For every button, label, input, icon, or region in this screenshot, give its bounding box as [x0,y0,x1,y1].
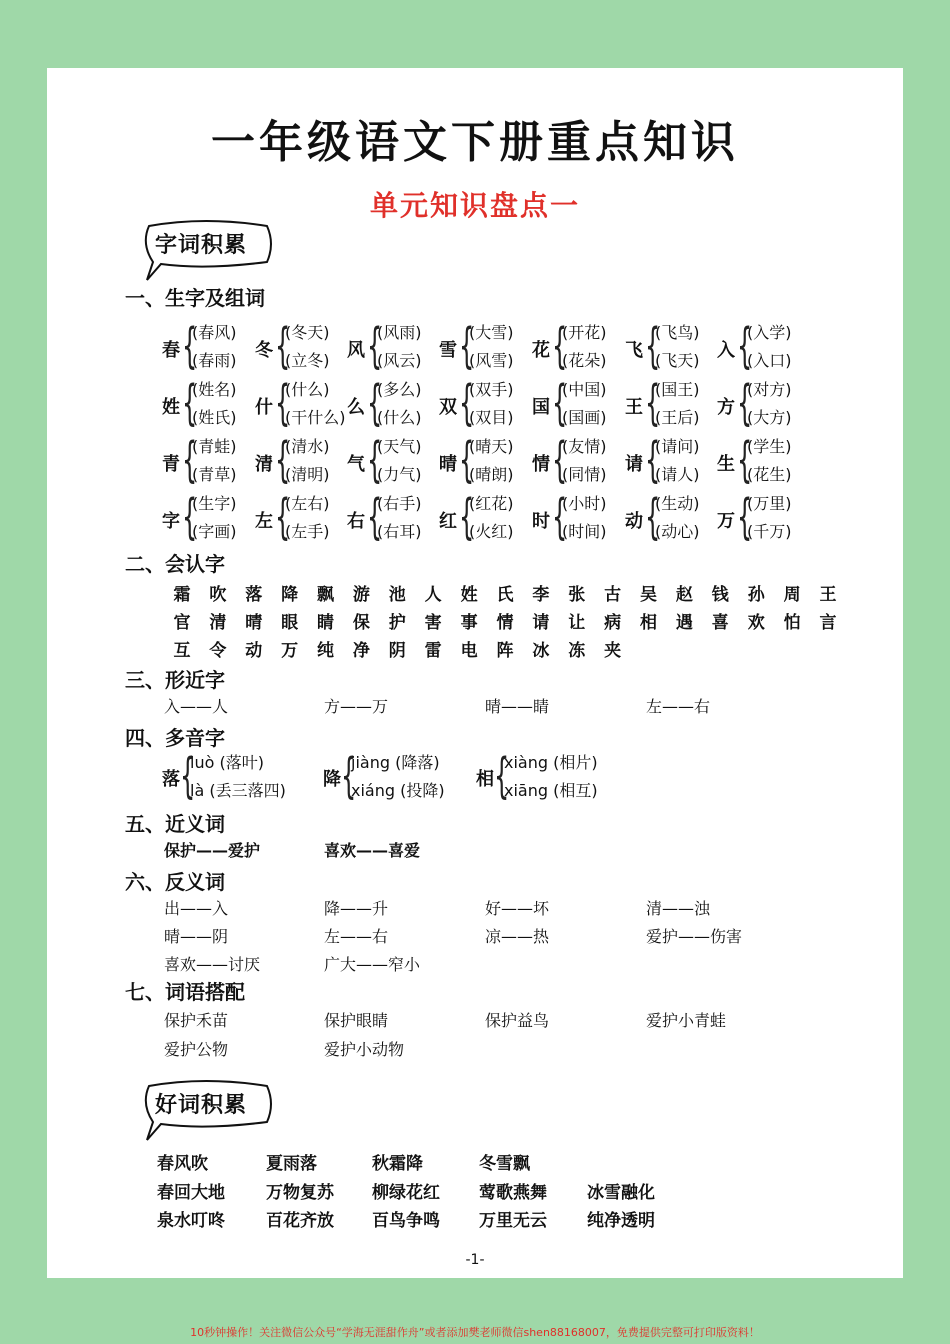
antonym-pair: 喜欢——讨厌 [164,955,261,974]
recognize-char: 欢 [747,613,765,633]
recognize-char: 喜 [711,613,729,633]
antonym-pair: 晴——阴 [164,927,229,946]
vocab-word: (万里) [747,494,792,513]
brace-icon: { [645,318,661,374]
brace-icon: { [737,489,753,545]
recognize-row [164,608,846,633]
vocab-word: (立冬) [285,351,330,370]
good-word: 万里无云 [479,1211,547,1231]
good-word: 柳绿花红 [372,1183,440,1203]
recognize-char: 电 [460,641,478,661]
recognize-char: 姓 [460,585,478,605]
section-heading-1: 一、生字及组词 [125,286,265,310]
vocab-char: 么 [347,397,365,418]
brace-icon: { [737,318,753,374]
recognize-char: 事 [460,613,478,633]
recognize-char: 吹 [209,585,227,605]
vocab-char: 情 [532,454,550,475]
recognize-char: 纯 [317,641,334,661]
vocab-char: 什 [255,397,273,418]
brace-icon: { [367,489,383,545]
brace-icon: { [182,318,198,374]
vocab-word: (右耳) [377,522,422,541]
recognize-char: 阴 [388,641,406,661]
poly-char: 落 [162,769,180,790]
antonym-pair: 清——浊 [646,899,711,918]
vocab-char: 右 [347,511,365,532]
recognize-char: 清 [209,613,227,633]
vocab-char: 青 [162,454,180,475]
vocab-word: (红花) [469,494,514,513]
recognize-char: 互 [173,641,191,661]
brace-icon: { [552,318,568,374]
vocab-word: (青蛙) [192,437,237,456]
section-heading-5: 五、近义词 [125,812,225,836]
synonym-pair: 保护——爱护 [164,841,261,860]
recognize-char: 池 [388,585,406,605]
vocab-word: (风云) [377,351,422,370]
vocab-word: (入口) [747,351,792,370]
vocab-word: (干什么) [285,408,346,427]
bubble-label-goodwords: 好词积累 [155,1092,248,1118]
vocab-word: (生字) [192,494,237,513]
vocab-word: (左右) [285,494,330,513]
good-word: 莺歌燕舞 [479,1183,547,1203]
vocab-word: (什么) [285,380,330,399]
vocab-group [532,320,640,378]
vocab-word: (中国) [562,380,607,399]
brace-icon: { [182,432,198,488]
recognize-char: 冻 [568,641,586,661]
synonym-pair: 喜欢——喜爱 [324,841,421,860]
recognize-char: 官 [173,613,191,633]
vocab-word: (力气) [377,465,422,484]
vocab-word: (请问) [655,437,700,456]
vocab-word: (天气) [377,437,422,456]
vocab-word: (春风) [192,323,237,342]
good-word: 纯净透明 [587,1211,655,1231]
collocation-item: 爱护小青蛙 [646,1011,727,1030]
vocab-group [162,491,270,549]
vocab-char: 风 [347,340,365,361]
collocation-item: 保护禾苗 [164,1011,229,1030]
vocab-char: 字 [162,511,180,532]
vocab-char: 国 [532,397,550,418]
vocab-group [532,377,640,435]
vocab-word: (动心) [655,522,700,541]
worksheet-page [47,68,903,1278]
vocab-char: 万 [717,511,735,532]
recognize-char: 飘 [317,585,334,605]
recognize-char: 吴 [640,585,658,605]
vocab-char: 方 [717,397,735,418]
recognize-char: 害 [424,613,442,633]
brace-icon: { [275,318,291,374]
polyphonic-group [323,750,463,808]
good-word: 万物复苏 [266,1183,334,1203]
recognize-char: 霜 [173,585,191,605]
good-word: 冬雪飘 [479,1154,530,1174]
vocab-char: 左 [255,511,273,532]
brace-icon: { [645,375,661,431]
brace-icon: { [275,489,291,545]
vocab-word: (青草) [192,465,237,484]
vocab-group [162,320,270,378]
page-title: 一年级语文下册重点知识 [211,117,739,168]
poly-word: luò (落叶) [190,753,264,772]
vocab-word: (对方) [747,380,792,399]
collocation-item: 爱护小动物 [324,1040,405,1059]
vocab-word: (右手) [377,494,422,513]
poly-word: xiáng (投降) [351,781,445,800]
polyphonic-group [162,750,312,808]
antonym-pair: 凉——热 [485,927,550,946]
recognize-char: 钱 [711,585,729,605]
vocab-word: (学生) [747,437,792,456]
recognize-row [164,580,846,605]
section-heading-3: 三、形近字 [125,668,225,692]
recognize-char: 请 [532,613,550,633]
good-word: 秋霜降 [372,1154,423,1174]
recognize-char: 孙 [747,585,765,605]
vocab-char: 冬 [255,340,273,361]
brace-icon: { [459,318,475,374]
vocab-word: (友情) [562,437,607,456]
similar-pair: 晴——睛 [485,697,550,716]
poly-word: xiàng (相片) [504,753,598,772]
recognize-char: 言 [819,613,837,633]
vocab-word: (飞鸟) [655,323,700,342]
recognize-char: 古 [604,585,622,605]
good-word: 春风吹 [157,1154,208,1174]
vocab-char: 气 [347,454,365,475]
vocab-word: (冬天) [285,323,330,342]
vocab-word: (春雨) [192,351,237,370]
antonym-pair: 爱护——伤害 [646,927,743,946]
antonym-pair: 降——升 [324,899,389,918]
recognize-char: 李 [532,585,550,605]
recognize-char: 夹 [604,641,622,661]
section-heading-7: 七、词语搭配 [125,980,245,1004]
brace-icon: { [459,489,475,545]
recognize-char: 相 [640,613,658,633]
antonym-pair: 出——入 [164,899,229,918]
vocab-group [532,491,640,549]
footer-notice: 10秒钟操作！关注微信公众号“学海无涯甜作舟”或者添加樊老师微信shen88168007，免费提供完整可打印版资料！ [190,1326,760,1339]
vocab-word: (花生) [747,465,792,484]
recognize-char: 晴 [245,613,263,633]
vocab-word: (国王) [655,380,700,399]
polyphonic-group [476,750,616,808]
recognize-char: 怕 [783,613,801,633]
vocab-word: (花朵) [562,351,607,370]
section-heading-6: 六、反义词 [125,870,225,894]
recognize-char: 令 [209,641,227,661]
vocab-word: (双手) [469,380,514,399]
vocab-word: (左手) [285,522,330,541]
similar-pair: 左——右 [646,697,711,716]
recognize-char: 游 [352,585,370,605]
recognize-char: 让 [568,613,586,633]
vocab-word: (清水) [285,437,330,456]
vocab-char: 动 [625,511,643,532]
vocab-char: 花 [532,340,550,361]
brace-icon: { [737,432,753,488]
vocab-char: 春 [162,340,180,361]
vocab-group [439,377,547,435]
recognize-char: 周 [783,585,801,605]
brace-icon: { [182,489,198,545]
recognize-char: 动 [245,641,263,661]
poly-char: 相 [476,769,494,790]
vocab-char: 红 [439,511,457,532]
vocab-char: 王 [625,397,643,418]
brace-icon: { [459,375,475,431]
vocab-group [162,434,270,492]
vocab-word: (开花) [562,323,607,342]
section-heading-2: 二、会认字 [125,552,225,576]
vocab-char: 清 [255,454,273,475]
good-word: 冰雪融化 [587,1183,655,1203]
brace-icon: { [367,432,383,488]
vocab-group [717,491,825,549]
vocab-word: (飞天) [655,351,700,370]
vocab-word: (请人) [655,465,700,484]
recognize-char: 张 [568,585,586,605]
brace-icon: { [737,375,753,431]
vocab-char: 生 [717,454,735,475]
brace-icon: { [367,375,383,431]
vocab-group [532,434,640,492]
brace-icon: { [341,748,357,804]
brace-icon: { [182,375,198,431]
antonym-pair: 好——坏 [485,899,550,918]
antonym-pair: 广大——窄小 [324,955,421,974]
vocab-word: (国画) [562,408,607,427]
vocab-word: (双目) [469,408,514,427]
brace-icon: { [275,375,291,431]
vocab-word: (入学) [747,323,792,342]
recognize-char: 落 [245,585,263,605]
vocab-word: (生动) [655,494,700,513]
brace-icon: { [367,318,383,374]
recognize-char: 氏 [496,585,514,605]
vocab-word: (同情) [562,465,607,484]
vocab-group [717,377,825,435]
vocab-word: (风雪) [469,351,514,370]
vocab-word: (小时) [562,494,607,513]
collocation-item: 保护益鸟 [485,1011,550,1030]
vocab-char: 飞 [625,340,643,361]
bubble-label-vocab: 字词积累 [155,232,248,258]
recognize-char: 睛 [317,613,334,633]
recognize-char: 保 [352,613,370,633]
collocation-item: 保护眼睛 [324,1011,389,1030]
vocab-word: (大雪) [469,323,514,342]
vocab-word: (火红) [469,522,514,541]
recognize-char: 遇 [675,613,693,633]
recognize-char: 赵 [675,585,693,605]
vocab-char: 双 [439,397,457,418]
vocab-char: 入 [717,340,735,361]
vocab-char: 姓 [162,397,180,418]
brace-icon: { [552,432,568,488]
antonym-pair: 左——右 [324,927,389,946]
brace-icon: { [552,489,568,545]
recognize-char: 病 [604,613,622,633]
vocab-word: (多么) [377,380,422,399]
brace-icon: { [645,489,661,545]
similar-pair: 方——万 [324,697,389,716]
page-subtitle: 单元知识盘点一 [369,189,580,222]
vocab-char: 晴 [439,454,457,475]
vocab-word: (千万) [747,522,792,541]
similar-pair: 入——人 [164,697,229,716]
good-word: 泉水叮咚 [157,1211,225,1231]
vocab-group [717,434,825,492]
vocab-char: 雪 [439,340,457,361]
recognize-char: 眼 [281,613,299,633]
brace-icon: { [494,748,510,804]
vocab-char: 请 [625,454,643,475]
recognize-char: 万 [281,641,299,661]
good-word: 夏雨落 [266,1154,317,1174]
vocab-word: (清明) [285,465,330,484]
vocab-word: (风雨) [377,323,422,342]
vocab-word: (晴天) [469,437,514,456]
vocab-group [439,320,547,378]
poly-word: xiāng (相互) [504,781,598,800]
vocab-word: (晴朗) [469,465,514,484]
recognize-char: 冰 [532,641,550,661]
recognize-char: 王 [819,585,837,605]
vocab-group [439,491,547,549]
recognize-char: 阵 [496,641,514,661]
vocab-word: (时间) [562,522,607,541]
recognize-char: 人 [424,585,442,605]
poly-word: jiàng (降落) [351,753,440,772]
recognize-char: 护 [388,613,406,633]
poly-char: 降 [323,769,341,790]
good-word: 百鸟争鸣 [372,1211,440,1231]
vocab-word: (姓名) [192,380,237,399]
page-number: -1- [465,1252,485,1268]
vocab-char: 时 [532,511,550,532]
recognize-char: 情 [496,613,514,633]
vocab-word: (大方) [747,408,792,427]
recognize-char: 降 [281,585,299,605]
vocab-word: (王后) [655,408,700,427]
vocab-group [162,377,270,435]
poly-word: là (丢三落四) [190,781,286,800]
vocab-group [439,434,547,492]
vocab-word: (什么) [377,408,422,427]
brace-icon: { [275,432,291,488]
good-word: 百花齐放 [266,1211,334,1231]
brace-icon: { [180,748,196,804]
brace-icon: { [552,375,568,431]
recognize-row [164,636,631,661]
recognize-char: 净 [352,641,370,661]
brace-icon: { [459,432,475,488]
good-word: 春回大地 [157,1183,225,1203]
vocab-word: (姓氏) [192,408,237,427]
vocab-group [717,320,825,378]
brace-icon: { [645,432,661,488]
section-heading-4: 四、多音字 [125,726,225,750]
vocab-word: (字画) [192,522,237,541]
collocation-item: 爱护公物 [164,1040,229,1059]
recognize-char: 雷 [424,641,442,661]
